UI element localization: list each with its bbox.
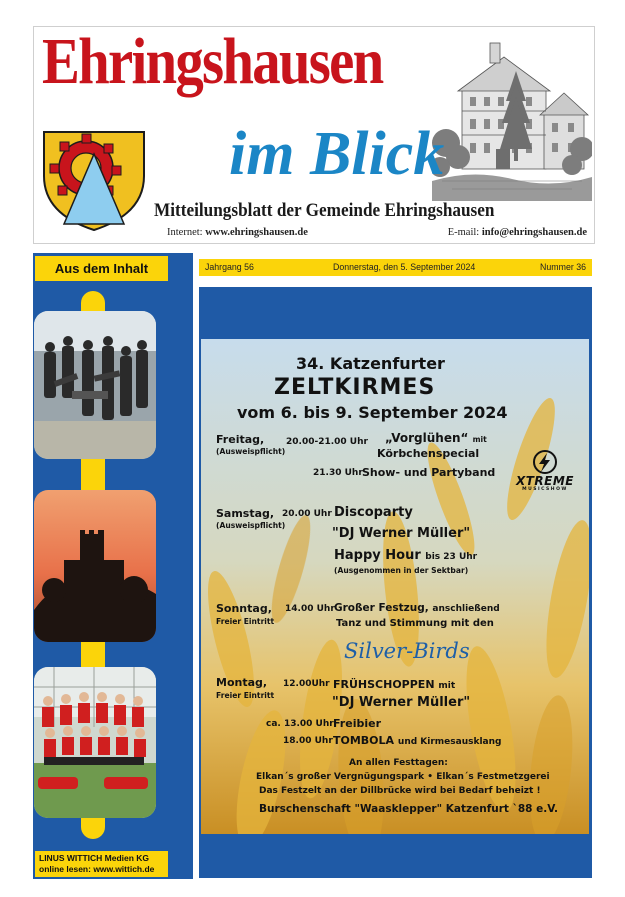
friday-act-1-line-2: Körbchenspecial bbox=[377, 447, 480, 460]
friday-act-2: Show- und Partyband bbox=[362, 466, 496, 479]
friday-time-1: 20.00-21.00 Uhr bbox=[286, 437, 368, 447]
poster-dates: vom 6. bis 9. September 2024 bbox=[237, 403, 508, 422]
friday-time-2: 21.30 Uhr bbox=[313, 468, 363, 478]
saturday-act-3: Happy Hour bis 23 Uhr bbox=[334, 548, 478, 563]
newsletter-title: Ehringshausen bbox=[42, 25, 383, 98]
monday-act-4: TOMBOLA und Kirmesausklang bbox=[333, 734, 502, 747]
poster-footer-heating: Das Festzelt an der Dillbrücke wird bei Bedarf beheizt ! bbox=[259, 786, 541, 796]
castle-sunset-photo[interactable] bbox=[34, 490, 156, 642]
youth-football-team-photo[interactable] bbox=[34, 667, 156, 818]
monday-time-3: 18.00 Uhr bbox=[283, 736, 333, 746]
newsletter-subtitle: Mitteilungsblatt der Gemeinde Ehringshausen bbox=[154, 201, 495, 221]
publisher-name: LINUS WITTICH Medien KG bbox=[39, 853, 150, 863]
poster-frame bbox=[199, 287, 592, 878]
saturday-note: (Ausweispflicht) bbox=[216, 521, 286, 530]
sunday-act-1: Großer Festzug, anschließend bbox=[334, 602, 500, 614]
publisher-box bbox=[35, 851, 168, 877]
saturday-label: Samstag, bbox=[216, 507, 275, 520]
castle-illustration bbox=[432, 31, 592, 201]
band-photo[interactable] bbox=[34, 311, 156, 459]
sunday-label: Sonntag, bbox=[216, 602, 272, 615]
sunday-act-2: Tanz und Stimmung mit den bbox=[336, 618, 494, 629]
issue-info-bar bbox=[199, 259, 592, 276]
saturday-act-3-note: (Ausgenommen in der Sektbar) bbox=[334, 566, 469, 575]
issue-number: Nummer 36 bbox=[540, 262, 586, 272]
contents-sidebar bbox=[33, 253, 193, 879]
saturday-time: 20.00 Uhr bbox=[282, 509, 332, 519]
monday-label: Montag, bbox=[216, 676, 268, 689]
publisher-online[interactable]: online lesen: www.wittich.de bbox=[39, 864, 155, 874]
xtreme-band-logo bbox=[509, 448, 581, 496]
friday-label: Freitag, bbox=[216, 433, 265, 446]
volume-label: Jahrgang 56 bbox=[205, 262, 254, 272]
masthead bbox=[33, 26, 595, 244]
xtreme-logo-subtext: MUSICSHOW bbox=[522, 487, 568, 492]
friday-note: (Ausweispflicht) bbox=[216, 447, 286, 456]
monday-act-1: FRÜHSCHOPPEN mit bbox=[333, 678, 456, 691]
email-line bbox=[448, 227, 587, 238]
monday-act-2: "DJ Werner Müller" bbox=[332, 695, 471, 710]
internet-label: Internet: bbox=[167, 227, 203, 238]
coat-of-arms bbox=[38, 124, 150, 234]
silver-birds-logo: Silver-Birds bbox=[344, 639, 470, 663]
monday-note: Freier Eintritt bbox=[216, 691, 275, 700]
newsletter-title-sub: im Blick bbox=[229, 120, 445, 188]
email-link[interactable]: info@ehringshausen.de bbox=[481, 227, 587, 238]
monday-time-2: ca. 13.00 Uhr bbox=[266, 719, 334, 729]
saturday-act-1: Discoparty bbox=[334, 505, 413, 520]
zeltkirmes-poster bbox=[201, 339, 589, 834]
saturday-act-2: "DJ Werner Müller" bbox=[332, 526, 471, 541]
issue-date: Donnerstag, den 5. September 2024 bbox=[333, 262, 476, 272]
poster-edition: 34. Katzenfurter bbox=[296, 354, 445, 373]
sidebar-heading: Aus dem Inhalt bbox=[35, 256, 168, 281]
email-label: E-mail: bbox=[447, 227, 480, 238]
sunday-time: 14.00 Uhr bbox=[285, 604, 335, 614]
monday-time-1: 12.00Uhr bbox=[283, 679, 330, 689]
friday-act-1: „Vorglühen“ mit bbox=[385, 431, 487, 445]
poster-event-title: ZELTKIRMES bbox=[274, 375, 436, 400]
website-link[interactable]: www.ehringshausen.de bbox=[205, 227, 308, 238]
poster-footer-intro: An allen Festtagen: bbox=[349, 758, 448, 768]
monday-act-3: Freibier bbox=[333, 717, 381, 730]
website-line bbox=[167, 227, 308, 238]
poster-organizer: Burschenschaft "Waasklepper" Katzenfurt `88 e.V. bbox=[259, 803, 558, 815]
sunday-note: Freier Eintritt bbox=[216, 617, 275, 626]
poster-footer-attractions: Elkan´s großer Vergnügungspark • Elkan´s Festmetzgerei bbox=[256, 772, 550, 782]
xtreme-logo-text: XTREME bbox=[515, 474, 574, 488]
